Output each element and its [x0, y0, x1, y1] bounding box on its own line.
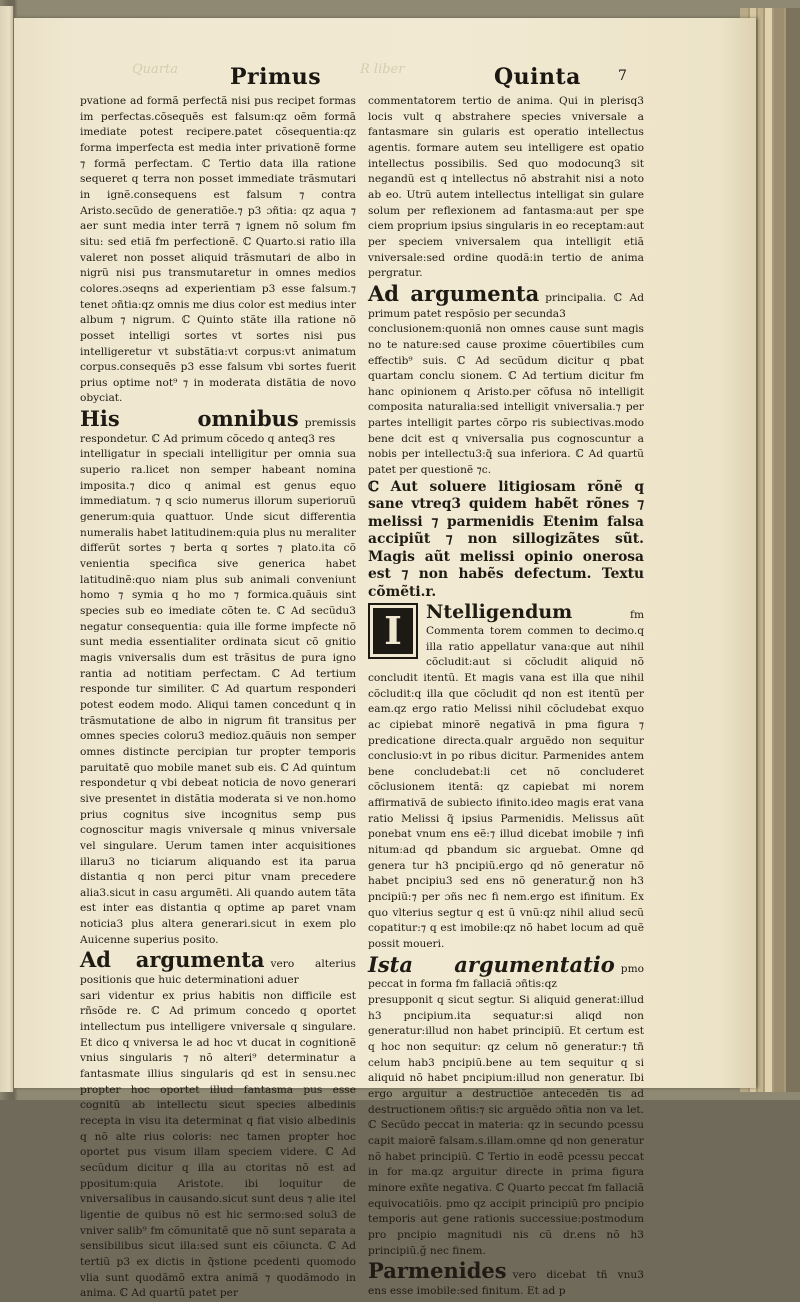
- left-paragraph-2: intelligatur in speciali intelligitur per omnia sua superio ra.licet non semper habeant nomina imposita.⁊ dico q animal est genus equo immediatum. ⁊ q scio numerus illorum superioruũ generum:quia quattuor. Unde sicut differentia numeralis habet latitudinem:quia plus nu meraliter differũt sortes ⁊ berta q sortes ⁊ plato.ita cõ venientia specifica sive generica habet latitudinẽ:quo niam plus sub animali conveniunt homo ⁊ symia q ho mo ⁊ formica.quãuis sint species sub eo imediate cõten te. ℂ Ad secũdu3 negatur consequentia: quia ille forme impfecte nõ sunt media essentialiter ordinata sicut cõ gnitio magis vniversalis dum est trãsitus de pura igno rantia ad notitiam perfectam. ℂ Ad tertium responde tur similiter. ℂ Ad quartum responderi potest eodem modo. Aliqui tamen concedunt q in trãsmutatione de albo in nigrum fit transitus per omnes species coloru3 medioz.quãuis non semper omnes distincte percipian tur propter temporis paruitatẽ quo mobile manet sub eis. ℂ Ad quintum respondetur q vbi debeat noticia de novo generari sive presentet in distãtia moderata si ve non.homo prius cognitus sive incognitus semp pus cognoscitur magis vniversale q minus vniversale vel singulare. Uerum tamen inter acquisitiones illaru3 no ticiarum aliquando est ita parua distantia q non perci pitur vnam precedere alia3.sicut in casu argumẽti. Ali quando autem tãta est inter eas distantia q optime ap paret vnam noticia3 plus altera generari.sicut in exem plo Auicenne superius posito.: [80, 448, 356, 946]
- show-through-right: R liber: [360, 62, 405, 77]
- right-heading-tail: fm Commenta torem commen: [426, 609, 644, 637]
- right-heading-intelligendum: Ntelligendum: [426, 601, 573, 624]
- aristotle-text-passage: ℂ Aut soluere litigiosam rõnẽ q sane vtreq3 quidem habẽt rõnes ⁊ melissi ⁊ parmenidis Etenim falsa accipiũt ⁊ non sillogizãtes sũt. Magis aũt melissi opinio onerosa est ⁊ non habẽs defectum. Textu cõmẽti.r.: [368, 478, 644, 600]
- facing-page-edge: [0, 6, 14, 1092]
- right-heading-tail: principalia. ℂ Ad primum patet respõsio per secunda3: [368, 291, 644, 320]
- left-paragraph-3: sari videntur ex prius habitis non difficile est rñsõde re. ℂ Ad primum concedo q oportet intellectum pus intelligere vniversale q singulare. Et dico q vniversa le ad hoc vt ducat in cognitionẽ vnius singularis ⁊ nõ alteri⁹ determinatur a fantasmate illius singularis qd est in sensu.nec propter hoc oportet illud fantasma pus esse cognitũ ab intellectu sicut species albedinis recepta in visu ita determinat q fiat visio albedinis q nõ alte rius coloris: nec tamen propter hoc oportet pus visum illam speciem videre. ℂ Ad secũdum dicitur q illa au ctoritas nõ est ad ppositum:quia Aristote. ibi loquitur de vniversalibus in causando.sicut sunt deus ⁊ alie itel ligentie de quibus nõ est hic sermo:sed solu3 de vniver salib⁹ fm cõmunitatẽ que nõ sunt separata a sensibilibus sicut illa:sed sunt eis cõiuncta. ℂ Ad tertiũ p3 ex dictis in q̃stione pcedenti quomodo vlia sunt quodãmõ extra animã ⁊ quodãmodo in anima. ℂ Ad quartũ patet per: [80, 989, 356, 1300]
- right-section-3: [368, 601, 644, 952]
- right-paragraph-1: commentatorem tertio de anima. Qui in plerisq3 locis vult q abstrahere species vniversale a fantasmare sin gularis est operatio intellectus agentis. formare autem seu intelligere est opatio intellectus possibilis. Sed quo modocunq3 sit negandũ est q intellectus nõ abstrahit nisi a noto ab eo. Utrũ autem intellectus intelligat sin gulare solum per reflexionem ad fantasma:aut per spe ciem proprium ipsius singularis in eo receptam:aut per speciem vniversalem qua intelligit etiã vniversale:sed ordine quodã:in tertio de anima pergratur.: [368, 95, 644, 280]
- running-head-left: Primus: [230, 64, 322, 90]
- right-paragraph-4: presupponit q sicut segtur. Si aliquid generat:illud h3 pncipium.ita sequatur:si aliqd non generatur:illud non habet principiũ. Et certum est q hoc non sequitur: qz celum nõ generatur:⁊ tñ celum hab3 pncipiũ.bene au tem sequitur q si aliquid nõ habet pncipium:illud non generatur. Ibi ergo arguitur a destructiõe antecedẽn tis ad destructionem ɔñtis:⁊ sic arguẽdo ɔñtia non va let. ℂ Secũdo peccat in materia: qz in secundo pcessu capit maiorẽ falsam.s.illam.omne qd non generatur nõ habet principiũ. ℂ Tertio in eodẽ pcessu peccat in for ma.qz arguitur directe in prima figura minore exñte negativa. ℂ Quarto peccat fm fallaciã equivocatiõis. pmo qz accipit principiũ pro pncipio temporis aut gene rationis successiue:postmodum pro pncipio magnitudi nis cũ dr.ens nõ h3 principiũ.ğ nec finem.: [368, 994, 644, 1257]
- book-page: [14, 18, 756, 1300]
- right-paragraph-3: to decimo.q illa ratio appellatur vana:que aut nihil cõcludit:aut si cõcludit aliquid nõ concludit itentũ. Et magis vana est illa que nihil cõcludit:q illa que cõcludit qd non est itentũ per eam.qz ergo ratio Melissi nihil cõcludebat exquo ac cipiebat minorẽ negativã in pma figura ⁊ predicatione directa.qualr arguẽdo non sequitur conclusio:vt in po ribus dicitur. Parmenides antem bene concludebat:li cet nõ concluderet cõclusionem itentã: qz capiebat mi norem affirmativã de subiecto ifinito.ideo magis erat vana ratio Melissi q̃ ipsius Parmenidis. Melissus aũt ponebat vnum ens eẽ:⁊ illud dicebat imobile ⁊ infi nitum:ad qd pbandum sic arguebat. Omne qd genera tur h3 pncipiũ.ergo qd nõ generatur nõ habet pncipiu3 sed ens nõ generatur.ğ non h3 pncipiũ:⁊ per ɔñs nec fi nem.ergo est ifinitum. Ex quo vlterius segtur q est ũ vnũ:qz nihil aliud secũ copatitur:⁊ q est imobile:qz nõ habet locum ad quẽ possit moueri.: [368, 624, 644, 951]
- folio-number: 7: [618, 68, 627, 84]
- left-heading-his-omnibus: His omnibus: [80, 406, 299, 432]
- left-column: [80, 94, 356, 1302]
- right-paragraph-2: conclusionem:quoniã non omnes cause sunt magis no te nature:sed cause proxime cõuertibiles cum effectib⁹ suis. ℂ Ad secũdum dicitur q pbat quartam conclu sionem. ℂ Ad tertium dicitur fm hanc opinionem q Aristo.per cõfusa nõ intelligit composita naturalia:sed intelligit vniversalia.⁊ per partes intelligit partes cõrpo ris subiectivas.modo bene dcit est q vniversalia pus cognoscuntur a nobis per intellectu3:q̃ sua inferiora. ℂ Ad quartũ patet per questionẽ ⁊c.: [368, 323, 644, 477]
- right-section-2: [368, 282, 644, 322]
- right-heading-tail: pmo peccat in forma fm fallaciã ɔñtis:qz: [368, 962, 644, 991]
- left-section-3: [80, 948, 356, 988]
- right-heading-parmenides: Parmenides: [368, 1258, 507, 1284]
- left-heading-tail: premissis respondetur. ℂ Ad primum cõcedo q anteq3 res: [80, 417, 356, 445]
- left-section-2: [80, 407, 356, 447]
- right-section-4: [368, 953, 644, 993]
- show-through-left: Quarta: [132, 62, 178, 77]
- right-column: [368, 94, 644, 1299]
- running-head-right: Quinta: [494, 64, 581, 90]
- left-heading-tail: vero alterius positionis que huic determinationi aduer: [80, 958, 356, 987]
- right-heading-ad-argumenta: Ad argumenta: [368, 280, 540, 306]
- decorated-initial: I: [368, 603, 418, 659]
- right-heading-tail: vero dicebat tñ vnu3 ens esse imobile:sed finitum. Et ad p: [368, 1269, 644, 1297]
- left-paragraph-1: pvatione ad formã perfectã nisi pus recipet formas im perfectas.cõsequẽs est falsum:qz oẽm formã imediate potest recipere.patet cõsequentia:qz forma imperfecta est media inter privationẽ forme ⁊ formã perfectam. ℂ Tertio data illa ratione sequeret q terra non posset immediate trãsmutari in ignẽ.consequens est falsum ⁊ contra Aristo.secũdo de generatiõe.⁊ p3 ɔñtia: qz aqua ⁊ aer sunt media inter terrã ⁊ ignem nõ solum fm situ: sed etiã fm perfectionẽ. ℂ Quarto.si ratio illa valeret non posset aliquid trãsmutari de albo in nigrũ nisi pus transmutaretur in omnes medios colores.ɔseqns ad experientiam p3 esse falsum.⁊ tenet ɔñtia:qz omnis me dius color est medius inter album ⁊ nigrum. ℂ Quinto stãte illa ratione nõ posset intelligi sortes vt sortes nisi pus intelligeretur vt substãtia:vt corpus:vt animatum corpus.consequẽs p3 esse falsum vbi sortes fuerit prius optime not⁹ ⁊ in moderata distãtia de novo obyciat.: [80, 95, 356, 405]
- right-section-5: [368, 1259, 644, 1299]
- right-heading-ista-argumentatio: Ista argumentatio: [368, 951, 615, 977]
- left-heading-ad-argumenta: Ad argumenta: [80, 947, 265, 973]
